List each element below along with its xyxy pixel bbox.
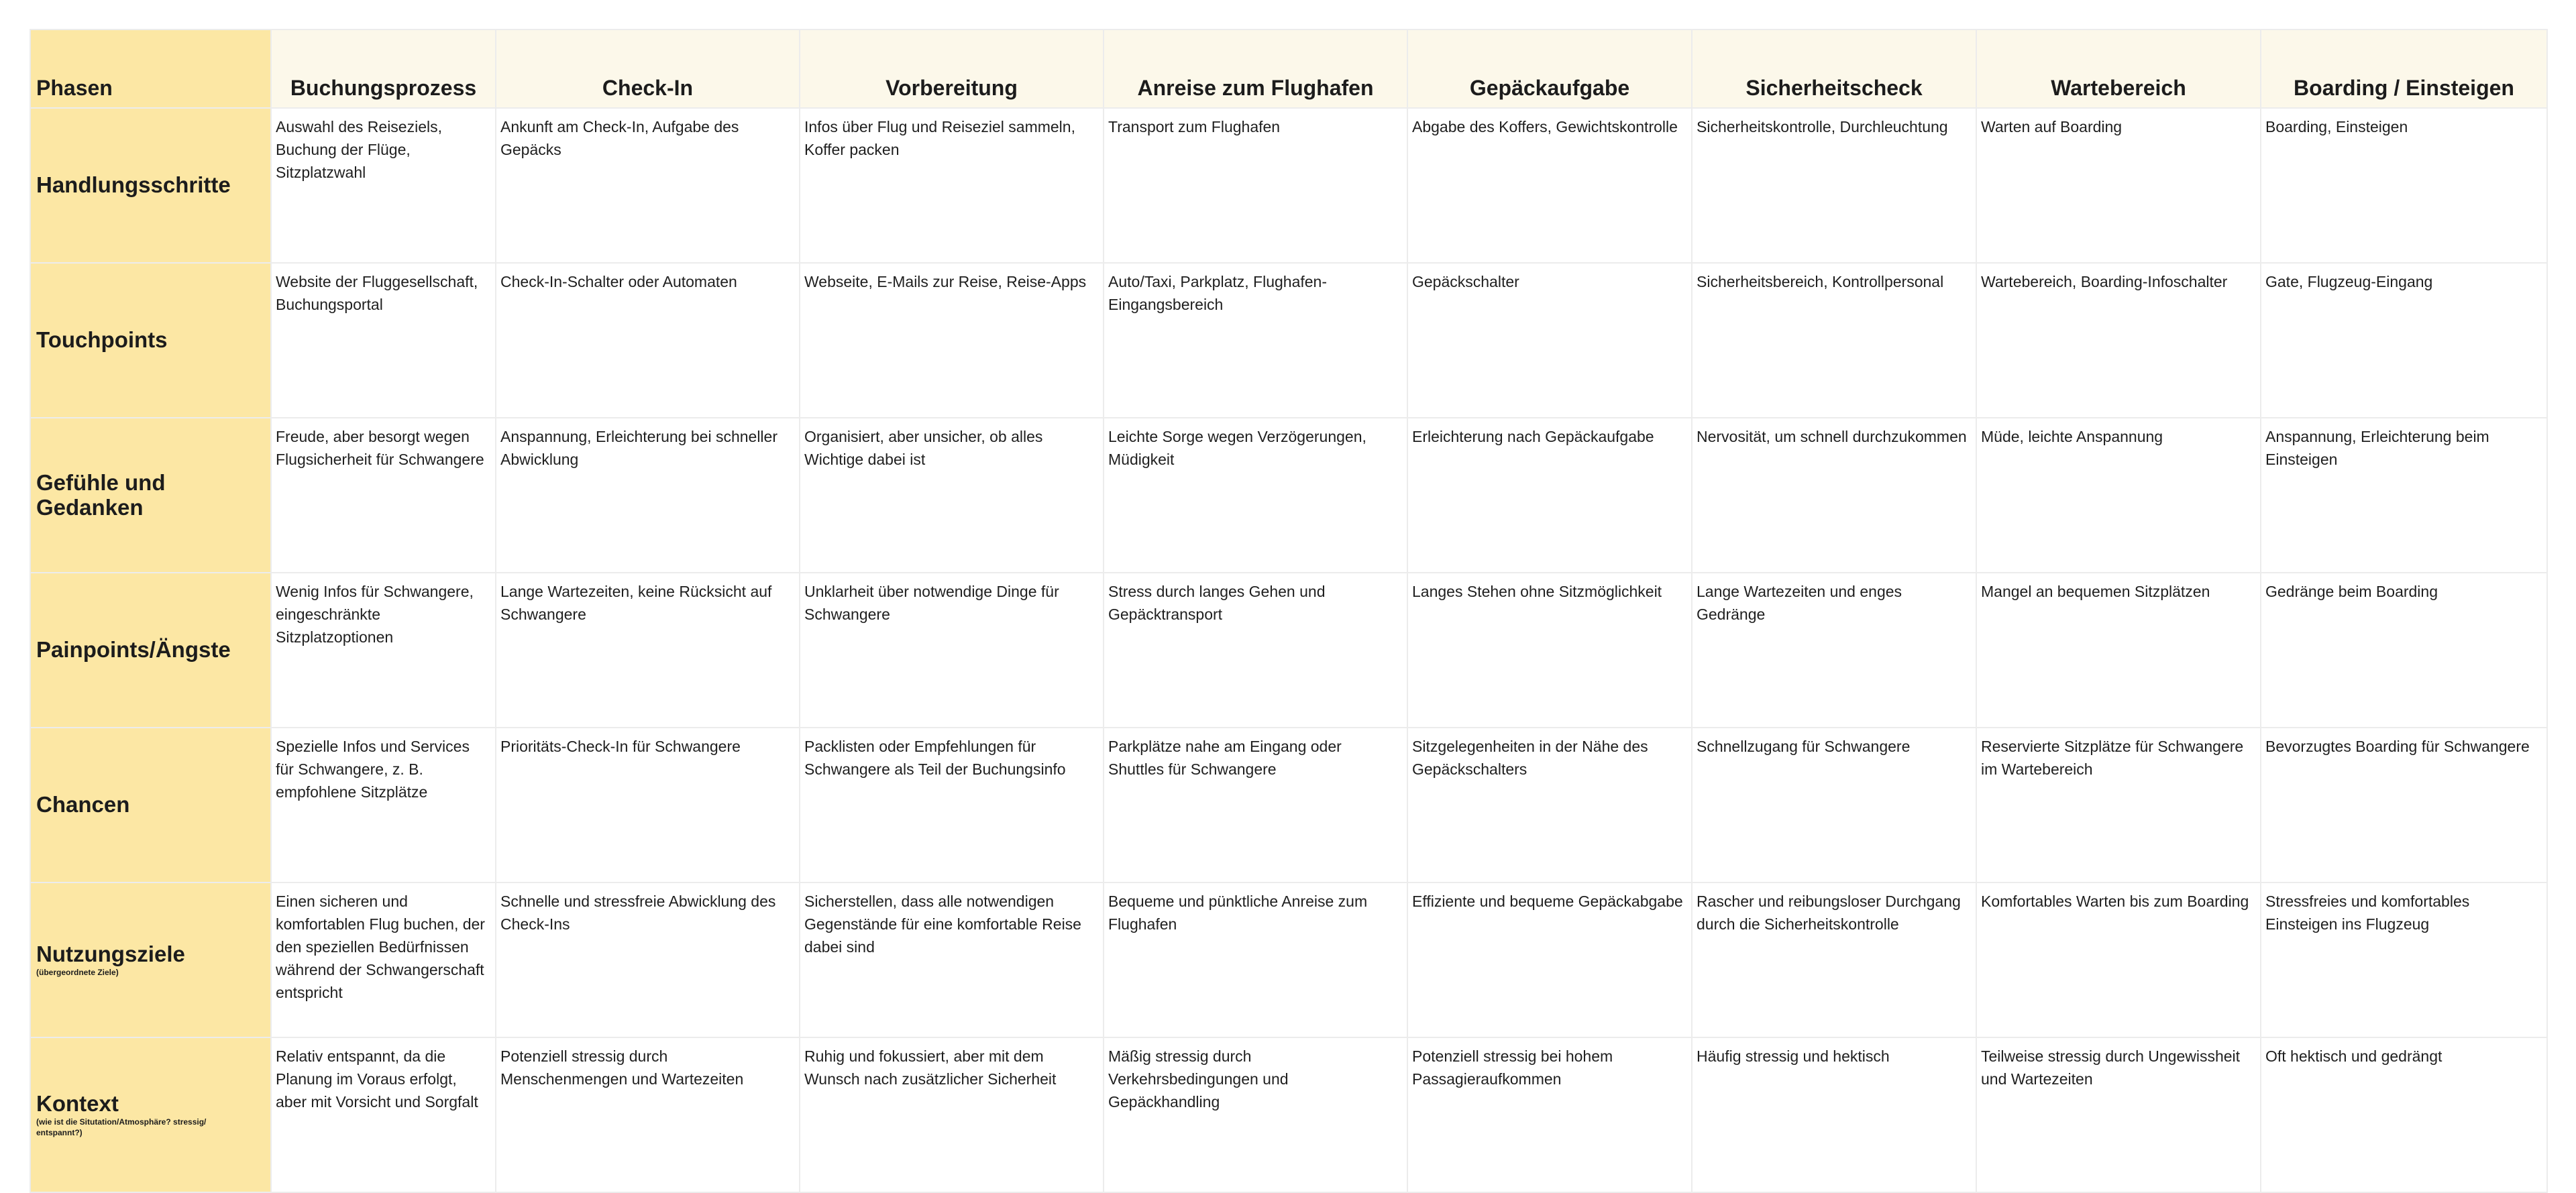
table-cell: Stress durch langes Gehen und Gepäcktransport	[1104, 573, 1407, 728]
table-cell: Unklarheit über notwendige Dinge für Schwangere	[800, 573, 1104, 728]
table-cell: Auto/Taxi, Parkplatz, Flughafen-Eingangsbereich	[1104, 263, 1407, 418]
phase-header: Wartebereich	[1976, 30, 2261, 108]
table-cell: Ruhig und fokussiert, aber mit dem Wunsch nach zusätzlicher Sicherheit	[800, 1037, 1104, 1192]
journey-row	[30, 573, 2547, 728]
row-label	[30, 573, 271, 728]
row-label	[30, 1037, 271, 1192]
table-cell: Lange Wartezeiten und enges Gedränge	[1692, 573, 1976, 728]
row-title: Handlungsschritte	[36, 172, 231, 198]
table-cell: Leichte Sorge wegen Verzögerungen, Müdigkeit	[1104, 418, 1407, 573]
table-cell: Ankunft am Check-In, Aufgabe des Gepäcks	[496, 108, 800, 263]
table-cell: Gedränge beim Boarding	[2261, 573, 2547, 728]
table-cell: Sitzgelegenheiten in der Nähe des Gepäckschalters	[1407, 728, 1692, 883]
table-cell: Komfortables Warten bis zum Boarding	[1976, 883, 2261, 1037]
table-cell: Warten auf Boarding	[1976, 108, 2261, 263]
phase-label: Phasen	[30, 30, 271, 108]
table-cell: Oft hektisch und gedrängt	[2261, 1037, 2547, 1192]
row-title: Chancen	[36, 792, 130, 817]
table-cell: Schnelle und stressfreie Abwicklung des Check-Ins	[496, 883, 800, 1037]
journey-row	[30, 263, 2547, 418]
row-title: Touchpoints	[36, 327, 168, 353]
table-cell: Müde, leichte Anspannung	[1976, 418, 2261, 573]
table-cell: Teilweise stressig durch Ungewissheit und Wartezeiten	[1976, 1037, 2261, 1192]
table-cell: Website der Fluggesellschaft, Buchungsportal	[271, 263, 496, 418]
table-cell: Rascher und reibungsloser Durchgang durch die Sicherheitskontrolle	[1692, 883, 1976, 1037]
table-cell: Check-In-Schalter oder Automaten	[496, 263, 800, 418]
table-cell: Erleichterung nach Gepäckaufgabe	[1407, 418, 1692, 573]
row-title: Gefühle und Gedanken	[36, 470, 166, 520]
table-cell: Relativ entspannt, da die Planung im Voraus erfolgt, aber mit Vorsicht und Sorgfalt	[271, 1037, 496, 1192]
phase-header: Sicherheitscheck	[1692, 30, 1976, 108]
table-cell: Häufig stressig und hektisch	[1692, 1037, 1976, 1192]
table-cell: Mäßig stressig durch Verkehrsbedingungen und Gepäckhandling	[1104, 1037, 1407, 1192]
table-cell: Packlisten oder Empfehlungen für Schwangere als Teil der Buchungsinfo	[800, 728, 1104, 883]
table-cell: Effiziente und bequeme Gepäckabgabe	[1407, 883, 1692, 1037]
journey-row	[30, 1037, 2547, 1192]
row-label	[30, 728, 271, 883]
table-cell: Transport zum Flughafen	[1104, 108, 1407, 263]
table-cell: Nervosität, um schnell durchzukommen	[1692, 418, 1976, 573]
table-cell: Abgabe des Koffers, Gewichtskontrolle	[1407, 108, 1692, 263]
table-cell: Lange Wartezeiten, keine Rücksicht auf Schwangere	[496, 573, 800, 728]
table-cell: Webseite, E-Mails zur Reise, Reise-Apps	[800, 263, 1104, 418]
customer-journey-map	[30, 29, 2546, 1137]
table-cell: Gepäckschalter	[1407, 263, 1692, 418]
table-cell: Langes Stehen ohne Sitzmöglichkeit	[1407, 573, 1692, 728]
table-cell: Anspannung, Erleichterung bei schneller Abwicklung	[496, 418, 800, 573]
journey-row	[30, 418, 2547, 573]
journey-row	[30, 883, 2547, 1037]
table-cell: Potenziell stressig durch Menschenmengen und Wartezeiten	[496, 1037, 800, 1192]
table-cell: Wartebereich, Boarding-Infoschalter	[1976, 263, 2261, 418]
row-title: Kontext	[36, 1090, 119, 1116]
table-cell: Schnellzugang für Schwangere	[1692, 728, 1976, 883]
row-label	[30, 883, 271, 1037]
table-cell: Reservierte Sitzplätze für Schwangere im Wartebereich	[1976, 728, 2261, 883]
table-cell: Infos über Flug und Reiseziel sammeln, Koffer packen	[800, 108, 1104, 263]
row-title: Painpoints/Ängste	[36, 637, 231, 663]
table-cell: Organisiert, aber unsicher, ob alles Wichtige dabei ist	[800, 418, 1104, 573]
table-cell: Auswahl des Reiseziels, Buchung der Flüge, Sitzplatzwahl	[271, 108, 496, 263]
table-cell: Spezielle Infos und Services für Schwangere, z. B. empfohlene Sitzplätze	[271, 728, 496, 883]
phase-header: Anreise zum Flughafen	[1104, 30, 1407, 108]
row-label	[30, 418, 271, 573]
table-cell: Einen sicheren und komfortablen Flug buchen, der den speziellen Bedürfnissen während der Schwangerschaft entspricht	[271, 883, 496, 1037]
table-cell: Anspannung, Erleichterung beim Einsteigen	[2261, 418, 2547, 573]
phase-header: Boarding / Einsteigen	[2261, 30, 2547, 108]
table-cell: Sicherstellen, dass alle notwendigen Gegenstände für eine komfortable Reise dabei sind	[800, 883, 1104, 1037]
table-cell: Prioritäts-Check-In für Schwangere	[496, 728, 800, 883]
table-cell: Bequeme und pünktliche Anreise zum Flughafen	[1104, 883, 1407, 1037]
row-sublabel: (wie ist die Situtation/Atmosphäre? stressig/ entspannt?)	[36, 1117, 207, 1137]
phase-header: Buchungsprozess	[271, 30, 496, 108]
phase-header: Vorbereitung	[800, 30, 1104, 108]
table-cell: Sicherheitsbereich, Kontrollpersonal	[1692, 263, 1976, 418]
table-cell: Bevorzugtes Boarding für Schwangere	[2261, 728, 2547, 883]
phase-header: Gepäckaufgabe	[1407, 30, 1692, 108]
table-cell: Freude, aber besorgt wegen Flugsicherheit für Schwangere	[271, 418, 496, 573]
phase-header: Check-In	[496, 30, 800, 108]
table-cell: Stressfreies und komfortables Einsteigen ins Flugzeug	[2261, 883, 2547, 1037]
row-sublabel: (übergeordnete Ziele)	[36, 967, 119, 977]
table-cell: Wenig Infos für Schwangere, eingeschränkte Sitzplatzoptionen	[271, 573, 496, 728]
table-cell: Mangel an bequemen Sitzplätzen	[1976, 573, 2261, 728]
table-cell: Parkplätze nahe am Eingang oder Shuttles für Schwangere	[1104, 728, 1407, 883]
table-cell: Potenziell stressig bei hohem Passagieraufkommen	[1407, 1037, 1692, 1192]
row-label	[30, 263, 271, 418]
journey-table	[30, 29, 2548, 1193]
phase-header-row	[30, 30, 2547, 108]
row-label	[30, 108, 271, 263]
table-cell: Boarding, Einsteigen	[2261, 108, 2547, 263]
journey-row	[30, 108, 2547, 263]
table-cell: Gate, Flugzeug-Eingang	[2261, 263, 2547, 418]
row-title: Nutzungsziele	[36, 941, 185, 966]
journey-row	[30, 728, 2547, 883]
table-cell: Sicherheitskontrolle, Durchleuchtung	[1692, 108, 1976, 263]
